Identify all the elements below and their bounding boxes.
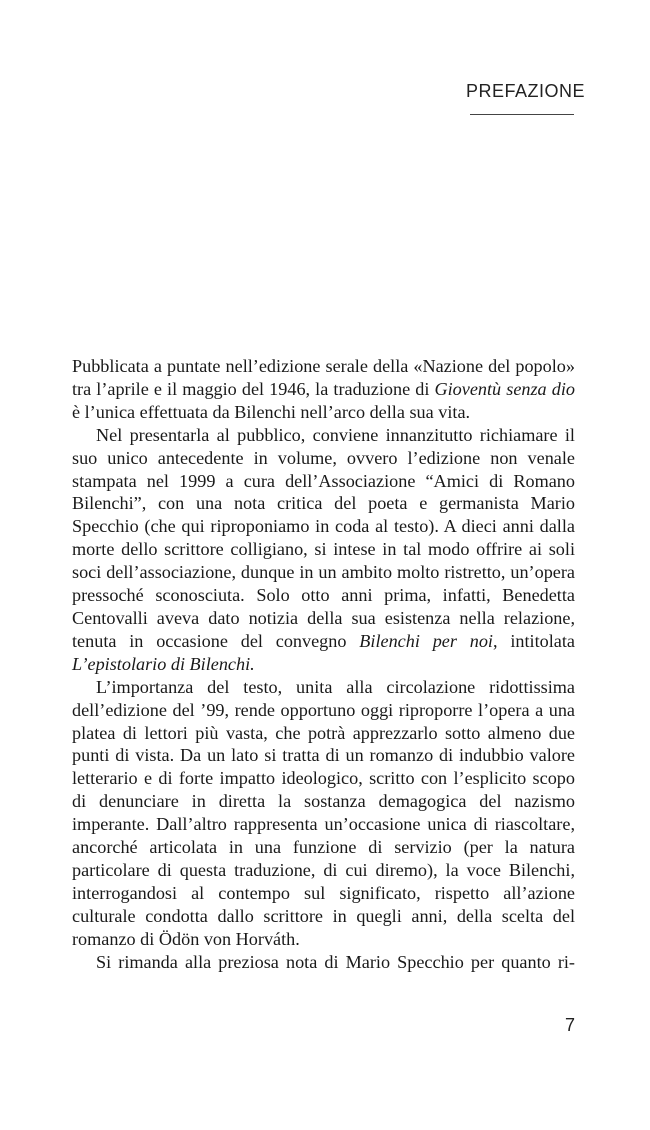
text-run: è l’unica effettuata da Bilenchi nell’arco della sua vita. xyxy=(72,401,471,422)
text-run: Si rimanda alla preziosa nota di Mario Specchio per quanto ri- xyxy=(96,951,575,972)
page-number: 7 xyxy=(564,1015,575,1035)
italic-title: L’epistolario di Bilenchi. xyxy=(72,653,255,674)
header-divider xyxy=(470,114,574,115)
italic-title: Bilenchi per noi xyxy=(359,630,493,651)
running-header: PREFAZIONE xyxy=(466,81,586,101)
paragraph-4 xyxy=(72,951,575,974)
page-body xyxy=(72,355,575,973)
text-run: Pubblicata a puntate nell’edizione serale della «Nazione del popolo» tra l’aprile e il maggio del 1946, la traduzione di xyxy=(72,356,575,399)
italic-title: Gioventù senza dio xyxy=(434,378,575,399)
paragraph-2 xyxy=(72,424,575,676)
paragraph-3 xyxy=(72,676,575,951)
text-run: Nel presentarla al pubblico, conviene innanzitutto richiamare il suo unico antecedente in volume, ovvero l’edizione non venale stampata nel 1999 a cura dell’Associazione “Amici di Romano Bilenchi”, con una nota critica del poeta e germanista Mario Specchio (che qui riproponiamo in coda al testo). A dieci anni dalla morte dello scrittore colligiano, si intese in tal modo offrire ai soli soci dell’associazione, dunque in un ambito molto ristretto, un’opera pressoché sconosciuta. Solo otto anni prima, infatti, Benedetta Centovalli aveva dato notizia della sua esistenza nella relazione, tenuta in occasione del convegno xyxy=(72,424,575,651)
text-run: , intitolata xyxy=(493,630,576,651)
text-run: L’importanza del testo, unita alla circolazione ridottissima dell’edizione del ’99, rende opportuno oggi riproporre l’opera a una platea di lettori più vasta, che potrà apprezzarlo sotto almeno due punti di vista. Da un lato si tratta di un romanzo di indubbio valore letterario e di forte impatto ideologico, scritto con l’esplicito scopo di denunciare in diretta la sostanza demagogica del nazismo imperante. Dall’altro rappresenta un’occasione unica di riascoltare, ancorché articolata in una funzione di servizio (per la natura particolare di questa traduzione, di cui diremo), la voce Bilenchi, interrogandosi al contempo sul significato, rispetto all’azione culturale condotta dallo scrittore in quegli anni, della scelta del romanzo di Ödön von Horváth. xyxy=(72,676,575,949)
paragraph-1 xyxy=(72,355,575,424)
